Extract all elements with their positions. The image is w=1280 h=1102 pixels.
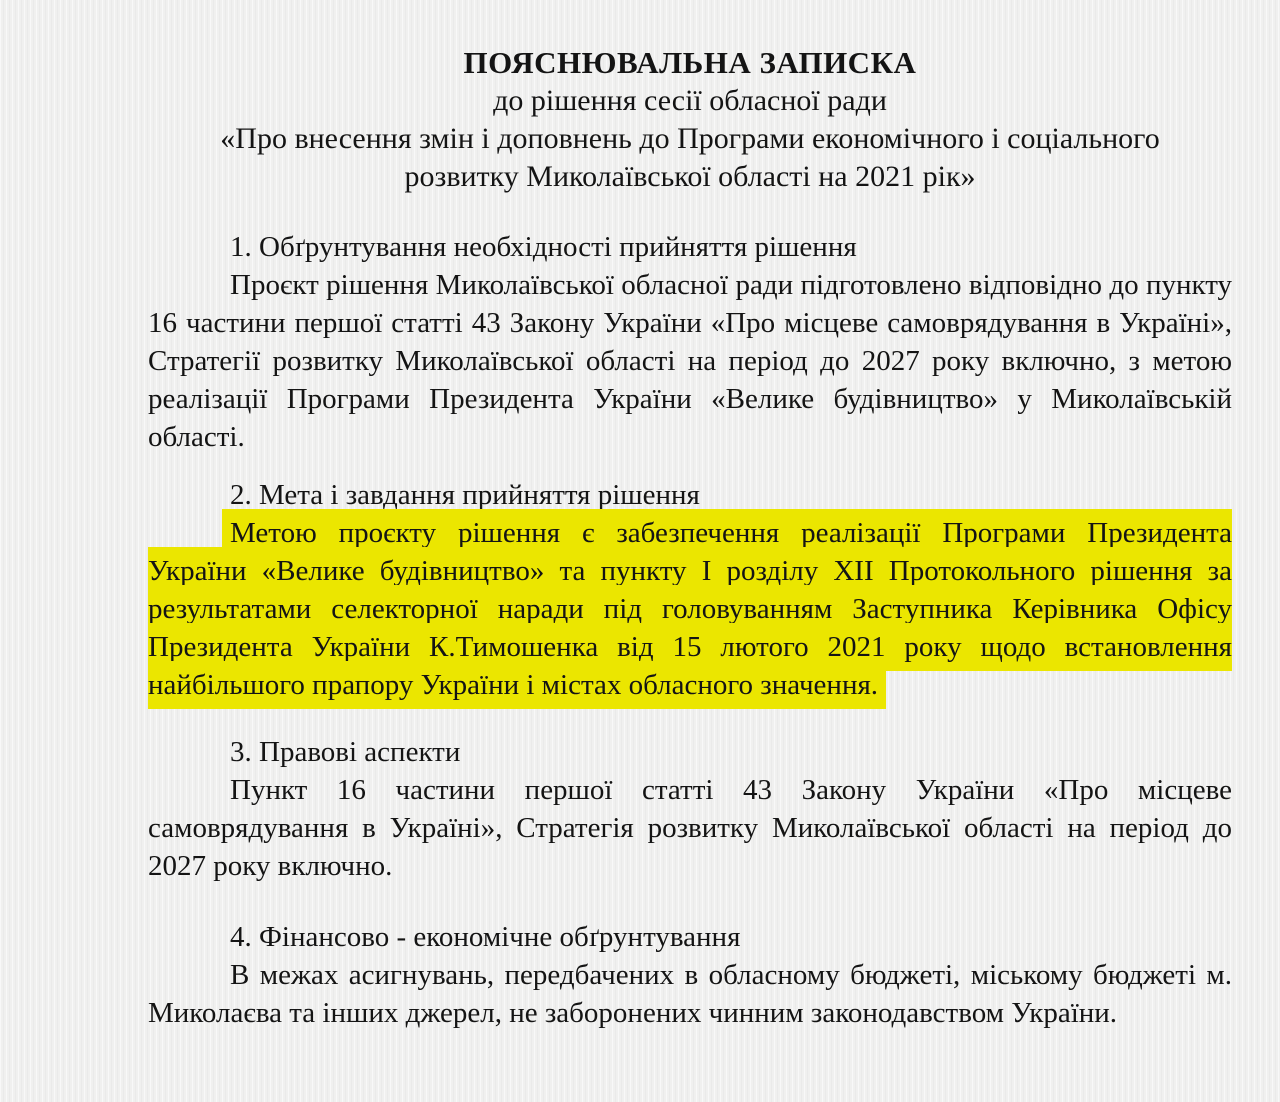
section-purpose-heading: 2. Мета і завдання прийняття рішення [230, 479, 700, 511]
section-legal [148, 733, 1232, 885]
section-legal-heading: 3. Правові аспекти [230, 736, 461, 768]
section-purpose-body [148, 514, 1232, 704]
section-financial-body: В межах асигнувань, передбачених в обласному бюджеті, міському бюджеті м. Миколаєва та інших джерел, не заборонених чинним законодавством України. [148, 959, 1232, 1029]
title-subtitle-line: до рішення сесії обласної ради [493, 84, 887, 117]
document-title: ПОЯСНЮВАЛЬНА ЗАПИСКА [463, 45, 917, 80]
section-financial-heading: 4. Фінансово - економічне обґрунтування [230, 921, 741, 953]
document-title-block [148, 44, 1232, 196]
title-subtitle-line: «Про внесення змін і доповнень до Програми економічного і соціального [220, 122, 1160, 155]
section-legal-body: Пункт 16 частини першої статті 43 Закону України «Про місцеве самоврядування в Україні», Стратегія розвитку Миколаївської області на період до 2027 року включно. [148, 774, 1232, 882]
section-purpose [148, 476, 1232, 704]
title-subtitle-line: розвитку Миколаївської області на 2021 рік» [404, 160, 976, 193]
section-justification-heading: 1. Обґрунтування необхідності прийняття рішення [230, 231, 857, 263]
highlighted-text: Метою проєкту рішення є забезпечення реалізації Програми Президента України «Велике будівництво» та пункту I розділу XII Протокольного рішення за результатами селекторної наради під головуванням Заступника Керівника Офісу Президента України К.Тимошенка від 15 лютого 2021 року щодо встановлення найбільшого прапору України і містах обласного значення. [148, 517, 1232, 701]
section-justification-body: Проєкт рішення Миколаївської обласної ради підготовлено відповідно до пункту 16 частини першої статті 43 Закону України «Про місцеве самоврядування в Україні», Стратегії розвитку Миколаївської області на період до 2027 року включно, з метою реалізації Програми Президента України «Велике будівництво» у Миколаївській області. [148, 269, 1232, 453]
section-justification [148, 228, 1232, 456]
section-financial [148, 918, 1232, 1032]
